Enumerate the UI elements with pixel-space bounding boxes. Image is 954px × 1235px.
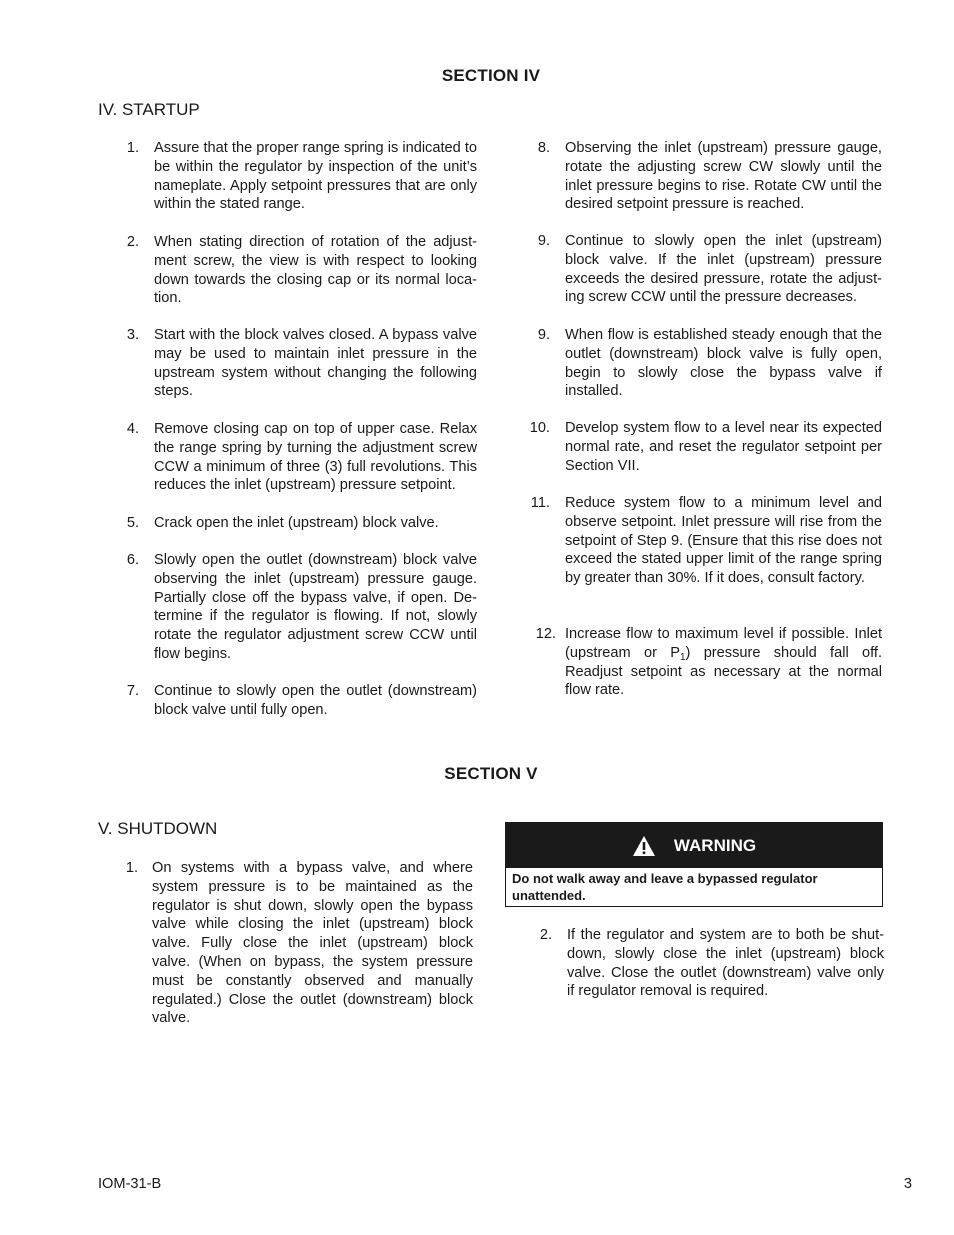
page-number: 3 — [903, 1176, 912, 1192]
item-text: Continue to slowly open the outlet (downstream) block valve until fully open. — [154, 683, 477, 718]
section-4-heading: IV. STARTUP — [98, 100, 200, 119]
item-text: When stating direction of rotation of the adjust-ment screw, the view is with respect to looking down towards the closing cap or its normal loca-tion. — [154, 234, 477, 307]
item-text: Start with the block valves closed. A bypass valve may be used to maintain inlet pressure in the upstream system without changing the following steps. — [154, 327, 477, 400]
warning-box — [505, 822, 883, 907]
item-number: 9. — [537, 233, 550, 249]
warning-text: Do not walk away and leave a bypassed regulator unattended. — [512, 871, 818, 903]
warning-header — [506, 823, 882, 868]
subscript: 1 — [679, 651, 686, 663]
item-text: When flow is established steady enough that the outlet (downstream) block valve is fully open, begin to slowly close the bypass valve if installed. — [565, 327, 882, 400]
warning-triangle-icon — [632, 835, 656, 857]
section-5-title: SECTION V — [444, 764, 538, 783]
item-number: 6. — [126, 552, 139, 568]
item-number: 1. — [126, 140, 139, 156]
item-text: Reduce system flow to a minimum level and observe setpoint. Inlet pressure will rise from the setpoint of Step 9. (Ensure that this rise does not exceed the stated upper limit of the range spring by greater than 30%. If it does, consult factory. — [565, 495, 882, 587]
item-text: Slowly open the outlet (downstream) block valve observing the inlet (upstream) pressure gauge. Partially close off the bypass valve, if open. De-termine if the regulator is flowing. If not, slowly rotate the regulator adjustment screw CCW until flow begins. — [154, 552, 477, 662]
item-text: If the regulator and system are to both be shut-down, slowly close the inlet (upstream) block valve. Close the outlet (downstream) valve only if regulator removal is required. — [567, 927, 884, 1000]
item-number: 1. — [125, 860, 138, 876]
item-number: 8. — [537, 140, 550, 156]
item-text: Crack open the inlet (upstream) block valve. — [154, 515, 439, 531]
item-text: Assure that the proper range spring is indicated to be within the regulator by inspection of the unit’s nameplate. Apply setpoint pressures that are only within the stated range. — [154, 140, 477, 213]
section-4-title: SECTION IV — [441, 66, 541, 85]
item-number: 7. — [126, 683, 139, 699]
item-number: 5. — [126, 515, 139, 531]
item-text: Remove closing cap on top of upper case. Relax the range spring by turning the adjustment screw CCW a minimum of three (3) full revolutions. This reduces the inlet (upstream) pressure setpoint. — [154, 421, 477, 494]
section-5-heading: V. SHUTDOWN — [98, 819, 218, 838]
document-id: IOM-31-B — [98, 1176, 162, 1192]
item-number: 2. — [126, 234, 139, 250]
item-number: 11. — [530, 495, 550, 511]
item-number: 10. — [529, 420, 550, 436]
item-number: 9. — [537, 327, 550, 343]
item-text: On systems with a bypass valve, and where system pressure is to be maintained as the regulator is shut down, slowly open the bypass valve while closing the inlet (upstream) block valve. Fully close the inlet (upstream) block valve. (When on bypass, the system pressure must be constantly observed and manually regulated.) Close the outlet (downstream) block valve. — [152, 860, 473, 1027]
item-number: 12. — [535, 626, 556, 642]
warning-title: WARNING — [673, 835, 757, 855]
item-text: Develop system flow to a level near its expected normal rate, and reset the regulator setpoint per Section VII. — [565, 420, 882, 474]
item-number: 3. — [126, 327, 139, 343]
item-number: 2. — [539, 927, 552, 943]
item-text: Increase flow to maximum level if possible. Inlet (upstream or $P_1$) pressure should fall off. Readjust setpoint as necessary at the normal flow rate. — [565, 626, 882, 699]
item-text: Continue to slowly open the inlet (upstream) block valve. If the inlet (upstream) pressure exceeds the desired pressure, rotate the adjust-ing screw CCW until the pressure decreases. — [565, 233, 882, 306]
item-number: 4. — [126, 421, 139, 437]
item-text: Observing the inlet (upstream) pressure gauge, rotate the adjusting screw CW slowly until the inlet pressure begins to rise. Rotate CW until the desired setpoint pressure is reached. — [565, 140, 882, 213]
